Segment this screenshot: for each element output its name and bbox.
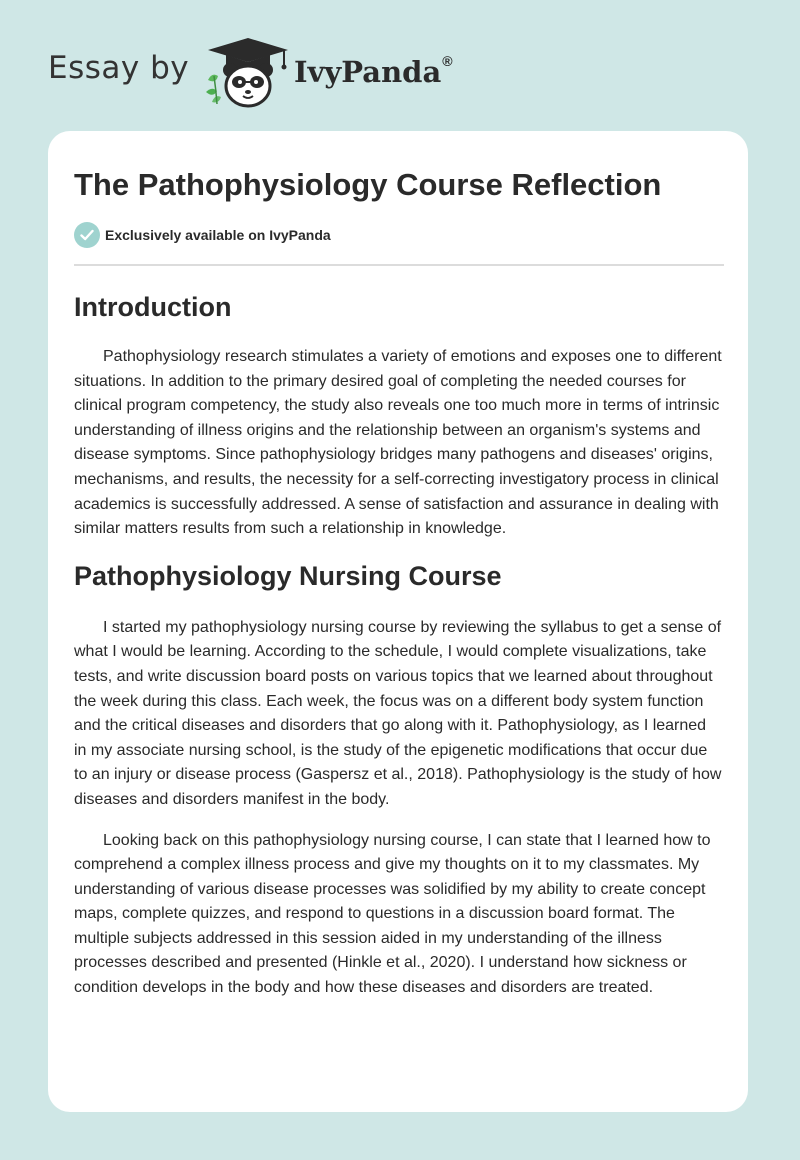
brand-name-text: IvyPanda [294,55,442,89]
brand-name[interactable] [294,55,453,89]
nursing-course-paragraph-1: I started my pathophysiology nursing course by reviewing the syllabus to get a sense of what I would be learning. According to the schedule, I would complete visualizations, take tests, and write discussion board posts on various topics that we learned about throughout the week during this class. Each week, the focus was on a different body system function and the critical diseases and disorders that go along with it. Pathophysiology, as I learned in my associate nursing school, is the study of the epigenetic modifications that occur due to an injury or disease process (Gaspersz et al., 2018). Pathophysiology is the study of how diseases and disorders manifest in the body. [74,618,722,808]
introduction-paragraph: Pathophysiology research stimulates a variety of emotions and exposes one to different situations. In addition to the primary desired goal of completing the needed courses for clinical program competency, the study also reveals one too much more in terms of intrinsic understanding of illness origins and the relationship between an organism's systems and disease symptoms. Since pathophysiology bridges many pathogens and diseases' origins, mechanisms, and results, the necessity for a self-correcting investigatory process in clinical academics is successfully addressed. A sense of satisfaction and assurance in dealing with similar matters results from such a relationship in knowledge. [74,348,722,538]
ivy-leaf-icon [206,75,221,104]
divider [74,264,724,266]
section-heading-nursing-course: Pathophysiology Nursing Course [74,560,502,591]
panda-head-icon [223,63,273,106]
article-card [48,131,748,1112]
essay-by-label: Essay by [48,50,190,86]
exclusive-badge [74,222,722,248]
page-title: The Pathophysiology Course Reflection [74,167,662,202]
nursing-course-paragraph-2: Looking back on this pathophysiology nursing course, I can state that I learned how to comprehend a complex illness process and give my thoughts on it to my classmates. My understanding of various disease processes was solidified by my ability to create concept maps, complete quizzes, and respond to questions in a discussion board format. The multiple subjects addressed in this session aided in my understanding of the illness processes described and presented (Hinkle et al., 2020). I understand how sickness or condition develops in the body and how these diseases and disorders are treated. [74,831,711,997]
exclusive-badge-text: Exclusively available on IvyPanda [105,227,331,243]
check-icon [74,222,100,248]
site-header [0,0,800,130]
registered-mark: ® [442,53,453,69]
section-heading-introduction: Introduction [74,292,232,322]
ivypanda-logo-icon[interactable] [200,36,296,110]
